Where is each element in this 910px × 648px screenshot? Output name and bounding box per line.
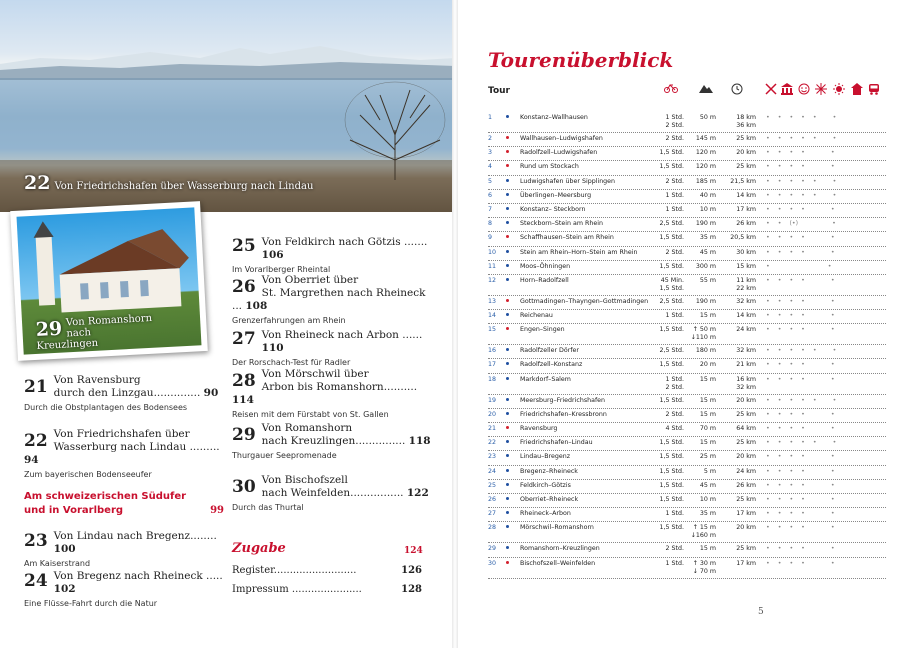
- tour-distance: 20,5 km: [730, 234, 756, 242]
- difficulty-dot: [506, 561, 509, 564]
- tour-elevation: 120 m: [695, 149, 716, 157]
- tour-feature-marks: • • • • •: [766, 410, 835, 418]
- tour-duration: 1,5 Std.: [659, 453, 684, 461]
- tour-feature-marks: • • • • •: [766, 248, 835, 256]
- tour-distance: 30 km: [736, 248, 756, 256]
- tour-elevation: 20 m: [699, 361, 716, 369]
- difficulty-dot: [506, 469, 509, 472]
- tour-feature-marks: • • • • •: [766, 481, 835, 489]
- register-entry[interactable]: Register.......................... 126: [232, 565, 422, 576]
- clock-icon: [731, 83, 743, 98]
- mountain-icon: [699, 83, 713, 96]
- tour-row[interactable]: [488, 261, 886, 275]
- tour-row[interactable]: [488, 522, 886, 543]
- tour-duration: 1,5 Std.: [659, 467, 684, 475]
- tour-duration: 1,5 Std.: [659, 163, 684, 171]
- tour-number: 23: [488, 453, 497, 461]
- tour-row[interactable]: [488, 218, 886, 232]
- tour-column-label: Tour: [488, 86, 510, 96]
- tour-feature-marks: • • • • •: [766, 467, 835, 475]
- difficulty-dot: [506, 313, 509, 316]
- tour-row[interactable]: [488, 247, 886, 261]
- tour-elevation: 190 m: [695, 297, 716, 305]
- tour-feature-marks: • • • • • •: [766, 191, 837, 199]
- tour-name: Ludwigshafen über Sipplingen: [520, 177, 616, 185]
- tour-duration: 1 Std.: [665, 205, 684, 213]
- page-number: 5: [758, 607, 764, 617]
- difficulty-dot: [506, 136, 509, 139]
- difficulty-dot: [506, 179, 509, 182]
- tour-name: Lindau–Bregenz: [520, 453, 571, 461]
- tour-feature-marks: • • • • •: [766, 495, 835, 503]
- tour-feature-marks: • • • • •: [766, 510, 835, 518]
- tour-number: 15: [488, 326, 497, 334]
- tour-feature-marks: • • • • •: [766, 234, 835, 242]
- tour-name: Oberriet–Rheineck: [520, 495, 579, 503]
- difficulty-dot: [506, 221, 509, 224]
- tour-row[interactable]: [488, 345, 886, 359]
- tour-number: 17: [488, 361, 497, 369]
- tour-row[interactable]: [488, 161, 886, 175]
- tour-feature-marks: • • (•) •: [766, 220, 836, 228]
- tour-number: 5: [488, 177, 493, 185]
- snowflake-icon: [815, 83, 827, 98]
- tour-feature-marks: • • • • •: [766, 559, 835, 567]
- tour-duration: 1,5 Std.: [659, 396, 684, 404]
- tour-elevation: 50 m: [699, 114, 716, 121]
- toc-entry-22[interactable]: 22 Von Friedrichshafen über Wasserburg nach Lindau ......... 94 Zum bayerischen Bodenseeufer: [24, 428, 220, 479]
- tour-duration: 1 Std. 2 Std.: [665, 375, 684, 391]
- tour-row[interactable]: [488, 296, 886, 310]
- tour-feature-marks: • • • • • •: [766, 177, 837, 185]
- tour-row[interactable]: [488, 310, 886, 324]
- tour-name: Konstanz–Wallhausen: [520, 114, 588, 121]
- bus-icon: [868, 83, 880, 98]
- tour-row[interactable]: [488, 395, 886, 409]
- tour-row[interactable]: [488, 466, 886, 480]
- tour-duration: 1 Std.: [665, 312, 684, 320]
- tour-feature-marks: • • • • •: [766, 205, 835, 213]
- tour-name: Gottmadingen–Thayngen–Gottmadingen: [520, 297, 649, 305]
- tour-distance: 16 km 32 km: [736, 375, 756, 391]
- tour-elevation: 5 m: [703, 467, 716, 475]
- tour-elevation: 40 m: [699, 191, 716, 199]
- tour-number: 21: [488, 425, 497, 432]
- tour-duration: 2 Std.: [665, 545, 684, 553]
- toc-entry-26[interactable]: 26 Von Oberriet über St. Margrethen nach Rheineck ... 108 Grenzerfahrungen am Rhein: [232, 274, 426, 325]
- tour-duration: 1,5 Std.: [659, 524, 684, 532]
- tour-elevation: 10 m: [699, 205, 716, 213]
- zugabe-heading: Zugabe: [232, 541, 286, 556]
- tour-row[interactable]: [488, 359, 886, 373]
- tour-feature-marks: • • • • • •: [766, 347, 837, 355]
- tour-row[interactable]: [488, 190, 886, 204]
- difficulty-dot: [506, 454, 509, 457]
- tour-duration: 1 Std. 2 Std.: [665, 114, 684, 129]
- tour-duration: 2 Std.: [665, 248, 684, 256]
- tour-name: Überlingen–Meersburg: [520, 191, 592, 199]
- tour-elevation: ↑ 30 m ↓ 70 m: [692, 559, 716, 575]
- tour-feature-marks: • • • • •: [766, 375, 835, 383]
- difficulty-dot: [506, 440, 509, 443]
- tour-row[interactable]: [488, 480, 886, 494]
- tour-duration: 1,5 Std.: [659, 262, 684, 270]
- tour-name: Meersburg–Friedrichshafen: [520, 396, 606, 404]
- tour-duration: 1,5 Std.: [659, 149, 684, 157]
- tour-duration: 45 Min. 1,5 Std.: [659, 276, 684, 292]
- tour-row[interactable]: [488, 204, 886, 218]
- tour-name: Schaffhausen–Stein am Rhein: [520, 234, 614, 242]
- tour-name: Konstanz– Steckborn: [520, 205, 586, 213]
- tour-elevation: 180 m: [695, 347, 716, 355]
- tour-number: 1: [488, 114, 493, 121]
- tour-number: 12: [488, 276, 497, 284]
- lake-photo: [0, 0, 455, 212]
- tour-elevation: 145 m: [695, 135, 716, 142]
- tour-elevation: 15 m: [699, 545, 716, 553]
- difficulty-dot: [506, 483, 509, 486]
- hero-caption: 22 Von Friedrichshafen über Wasserburg nach Lindau: [24, 172, 314, 194]
- tour-feature-marks: • • • • •: [766, 425, 835, 432]
- tour-feature-marks: • • • • •: [766, 453, 835, 461]
- tour-number: 7: [488, 205, 493, 213]
- tour-distance: 25 km: [736, 410, 756, 418]
- difficulty-dot: [506, 150, 509, 153]
- difficulty-dot: [506, 278, 509, 281]
- section-heading: Am schweizerischen Südufer und in Vorarlberg 99: [24, 491, 224, 516]
- tour-name: Mörschwil–Romanshorn: [520, 524, 594, 532]
- tour-distance: 14 km: [736, 191, 756, 199]
- tour-distance: 11 km 22 km: [736, 276, 756, 292]
- tour-feature-marks: • • • • •: [766, 524, 835, 532]
- tour-name: Radolfzeller Dörfer: [520, 347, 580, 355]
- tour-distance: 25 km: [736, 439, 756, 447]
- tour-row[interactable]: [488, 423, 886, 437]
- tour-number: 13: [488, 297, 497, 305]
- tour-distance: 17 km: [736, 559, 756, 567]
- tour-distance: 64 km: [736, 425, 756, 432]
- page-gutter: [452, 0, 458, 648]
- difficulty-dot: [506, 299, 509, 302]
- tour-feature-marks: • • • • •: [766, 149, 835, 157]
- tour-row[interactable]: [488, 374, 886, 395]
- tour-elevation: 35 m: [699, 510, 716, 518]
- tour-feature-marks: • • • • •: [766, 297, 835, 305]
- tour-number: 10: [488, 248, 497, 256]
- tour-number: 4: [488, 163, 493, 171]
- tour-elevation: 15 m: [699, 375, 716, 383]
- tour-feature-marks: • • • • •: [766, 361, 835, 369]
- tour-name: Horn–Radolfzell: [520, 276, 569, 284]
- tour-number: 18: [488, 375, 497, 383]
- tour-overview-table: [488, 112, 886, 579]
- tour-feature-marks: • • • • • •: [766, 396, 837, 404]
- overview-heading: Tourenüberblick: [488, 48, 674, 72]
- tour-duration: 1,5 Std.: [659, 361, 684, 369]
- tour-name: Reichenau: [520, 312, 553, 320]
- tour-distance: 24 km: [736, 326, 756, 334]
- difficulty-dot: [506, 115, 509, 118]
- tour-elevation: 15 m: [699, 410, 716, 418]
- difficulty-dot: [506, 193, 509, 196]
- toc-entry-27[interactable]: 27 Von Rheineck nach Arbon ...... 110 Der Rorschach-Test für Radler: [232, 329, 423, 367]
- tour-row[interactable]: [488, 275, 886, 296]
- difficulty-dot: [506, 412, 509, 415]
- tour-number: 30: [488, 559, 497, 567]
- tour-name: Rheineck–Arbon: [520, 510, 571, 518]
- bike-icon: [664, 83, 678, 96]
- tour-feature-marks: • • • • •: [766, 312, 835, 320]
- fork-knife-icon: [765, 83, 777, 98]
- tour-name: Friedrichshafen–Lindau: [520, 439, 593, 447]
- tour-duration: 4 Std.: [665, 425, 684, 432]
- tour-elevation: ↑ 50 m ↓110 m: [690, 326, 716, 342]
- tour-duration: 1,5 Std.: [659, 439, 684, 447]
- difficulty-dot: [506, 250, 509, 253]
- tour-feature-marks: • • • • •: [766, 276, 835, 284]
- tour-row[interactable]: [488, 543, 886, 557]
- difficulty-dot: [506, 511, 509, 514]
- tour-duration: 2,5 Std.: [659, 220, 684, 228]
- zugabe-page: 124: [404, 546, 423, 556]
- tour-distance: 18 km 36 km: [736, 114, 756, 129]
- tour-duration: 1 Std.: [665, 559, 684, 567]
- tour-elevation: 10 m: [699, 495, 716, 503]
- tour-row[interactable]: [488, 176, 886, 190]
- difficulty-dot: [506, 164, 509, 167]
- difficulty-dot: [506, 235, 509, 238]
- tour-elevation: ↑ 15 m ↓160 m: [690, 524, 716, 540]
- tour-distance: 26 km: [736, 220, 756, 228]
- toc-entry-24[interactable]: 24 Von Bregenz nach Rheineck ..... 102 Eine Flüsse-Fahrt durch die Natur: [24, 570, 223, 608]
- tour-distance: 24 km: [736, 467, 756, 475]
- difficulty-dot: [506, 207, 509, 210]
- tour-elevation: 15 m: [699, 312, 716, 320]
- tour-elevation: 15 m: [699, 396, 716, 404]
- tour-distance: 20 km: [736, 396, 756, 404]
- tour-name: Steckborn–Stein am Rhein: [520, 220, 603, 228]
- tour-elevation: 185 m: [695, 177, 716, 185]
- tour-distance: 15 km: [736, 262, 756, 270]
- tour-row[interactable]: [488, 409, 886, 423]
- tour-name: Stein am Rhein–Horn–Stein am Rhein: [520, 248, 638, 256]
- tour-elevation: 25 m: [699, 453, 716, 461]
- tour-elevation: 45 m: [699, 481, 716, 489]
- tour-duration: 1,5 Std.: [659, 234, 684, 242]
- tour-distance: 25 km: [736, 545, 756, 553]
- tour-distance: 25 km: [736, 163, 756, 171]
- tour-duration: 2,5 Std.: [659, 297, 684, 305]
- tour-row[interactable]: [488, 112, 886, 133]
- tour-number: 27: [488, 510, 497, 518]
- tour-row[interactable]: [488, 508, 886, 522]
- tour-distance: 20 km: [736, 149, 756, 157]
- tour-distance: 21,5 km: [730, 177, 756, 185]
- church-icon: [851, 83, 863, 98]
- tour-distance: 32 km: [736, 297, 756, 305]
- tour-name: Ravensburg: [520, 425, 558, 432]
- tour-elevation: 190 m: [695, 220, 716, 228]
- tour-number: 20: [488, 410, 497, 418]
- tour-feature-marks: • • • • • •: [766, 114, 837, 121]
- tour-name: Radolfzell–Konstanz: [520, 361, 583, 369]
- tour-duration: 2 Std.: [665, 410, 684, 418]
- tour-elevation: 55 m: [699, 276, 716, 284]
- tour-distance: 20 km: [736, 453, 756, 461]
- difficulty-dot: [506, 398, 509, 401]
- tour-number: 25: [488, 481, 497, 489]
- tour-row[interactable]: [488, 133, 886, 147]
- tour-distance: 21 km: [736, 361, 756, 369]
- tour-name: Radolfzell–Ludwigshafen: [520, 149, 598, 157]
- tour-distance: 25 km: [736, 495, 756, 503]
- tour-row[interactable]: [488, 494, 886, 508]
- tour-elevation: 15 m: [699, 439, 716, 447]
- tour-feature-marks: • • • • •: [766, 326, 835, 334]
- toc-entry-30[interactable]: 30 Von Bischofszell nach Weinfelden................ 122 Durch das Thurtal: [232, 474, 429, 512]
- tour-elevation: 45 m: [699, 248, 716, 256]
- sun-icon: [833, 83, 845, 98]
- tour-name: Romanshorn–Kreuzlingen: [520, 545, 600, 553]
- tour-duration: 1,5 Std.: [659, 326, 684, 334]
- tour-number: 14: [488, 312, 497, 320]
- difficulty-dot: [506, 264, 509, 267]
- polaroid-caption: 29 Von Romanshorn nach Kreuzlingen: [35, 312, 153, 353]
- museum-icon: [781, 83, 793, 98]
- difficulty-dot: [506, 525, 509, 528]
- difficulty-dot: [506, 362, 509, 365]
- toc-entry-25[interactable]: 25 Von Feldkirch nach Götzis ....... 106 Im Vorarlberger Rheintal: [232, 236, 428, 274]
- difficulty-dot: [506, 426, 509, 429]
- tour-distance: 26 km: [736, 481, 756, 489]
- tour-name: Bregenz–Rheineck: [520, 467, 578, 475]
- tour-number: 2: [488, 135, 493, 142]
- tour-row[interactable]: [488, 558, 886, 579]
- difficulty-dot: [506, 348, 509, 351]
- tour-name: Wallhausen–Ludwigshafen: [520, 135, 603, 142]
- tour-number: 8: [488, 220, 493, 228]
- impressum-entry[interactable]: Impressum ...................... 128: [232, 584, 422, 595]
- tour-number: 26: [488, 495, 497, 503]
- tour-distance: 17 km: [736, 510, 756, 518]
- difficulty-dot: [506, 497, 509, 500]
- toc-entry-21[interactable]: 21 Von Ravensburg durch den Linzgau.............. 90 Durch die Obstplantagen des Bodensees: [24, 374, 219, 412]
- tour-row[interactable]: [488, 324, 886, 345]
- tour-duration: 1,5 Std.: [659, 495, 684, 503]
- tour-row[interactable]: [488, 437, 886, 451]
- tour-distance: 17 km: [736, 205, 756, 213]
- tour-distance: 32 km: [736, 347, 756, 355]
- tour-feature-marks: • • • • •: [766, 163, 835, 171]
- tour-duration: 1 Std.: [665, 510, 684, 518]
- difficulty-dot: [506, 327, 509, 330]
- tour-number: 29: [488, 545, 497, 553]
- tour-duration: 2 Std.: [665, 135, 684, 142]
- tour-number: 9: [488, 234, 493, 242]
- tour-number: 3: [488, 149, 493, 157]
- tour-feature-marks: • • • • •: [766, 545, 835, 553]
- tour-feature-marks: • • • • • •: [766, 135, 837, 142]
- tour-distance: 20 km: [736, 524, 756, 532]
- tour-feature-marks: • •: [766, 262, 832, 270]
- tour-number: 22: [488, 439, 497, 447]
- tour-distance: 14 km: [736, 312, 756, 320]
- difficulty-dot: [506, 546, 509, 549]
- tour-distance: 25 km: [736, 135, 756, 142]
- tour-duration: 1,5 Std.: [659, 481, 684, 489]
- tour-name: Engen–Singen: [520, 326, 565, 334]
- tour-number: 11: [488, 262, 497, 270]
- tour-row[interactable]: [488, 451, 886, 465]
- tour-elevation: 70 m: [699, 425, 716, 432]
- tour-number: 24: [488, 467, 497, 475]
- smile-icon: [798, 83, 810, 98]
- difficulty-dot: [506, 377, 509, 380]
- tour-number: 6: [488, 191, 493, 199]
- tour-name: Moos–Öhningen: [520, 262, 571, 270]
- tour-row[interactable]: [488, 232, 886, 246]
- tour-name: Friedrichshafen–Kressbronn: [520, 410, 607, 418]
- tour-feature-marks: • • • • • •: [766, 439, 837, 447]
- tour-number: 19: [488, 396, 497, 404]
- tour-duration: 1 Std.: [665, 191, 684, 199]
- tour-name: Markdorf–Salem: [520, 375, 571, 383]
- tour-elevation: 120 m: [695, 163, 716, 171]
- toc-entry-23[interactable]: 23 Von Lindau nach Bregenz........ 100 Am Kaiserstrand: [24, 530, 217, 568]
- tour-name: Rund um Stockach: [520, 163, 579, 171]
- tour-row[interactable]: [488, 147, 886, 161]
- toc-entry-29[interactable]: 29 Von Romanshorn nach Kreuzlingen............... 118 Thurgauer Seepromenade: [232, 422, 431, 460]
- tour-number: 16: [488, 347, 497, 355]
- tour-duration: 2,5 Std.: [659, 347, 684, 355]
- tour-name: Bischofszell–Weinfelden: [520, 559, 596, 567]
- toc-entry-28[interactable]: 28 Von Mörschwil über Arbon bis Romanshorn.......... 114 Reisen mit dem Fürstabt von St. Gallen: [232, 368, 418, 419]
- tour-number: 28: [488, 524, 497, 532]
- tour-elevation: 35 m: [699, 234, 716, 242]
- tour-duration: 2 Std.: [665, 177, 684, 185]
- tour-elevation: 300 m: [695, 262, 716, 270]
- tour-name: Feldkirch–Götzis: [520, 481, 571, 489]
